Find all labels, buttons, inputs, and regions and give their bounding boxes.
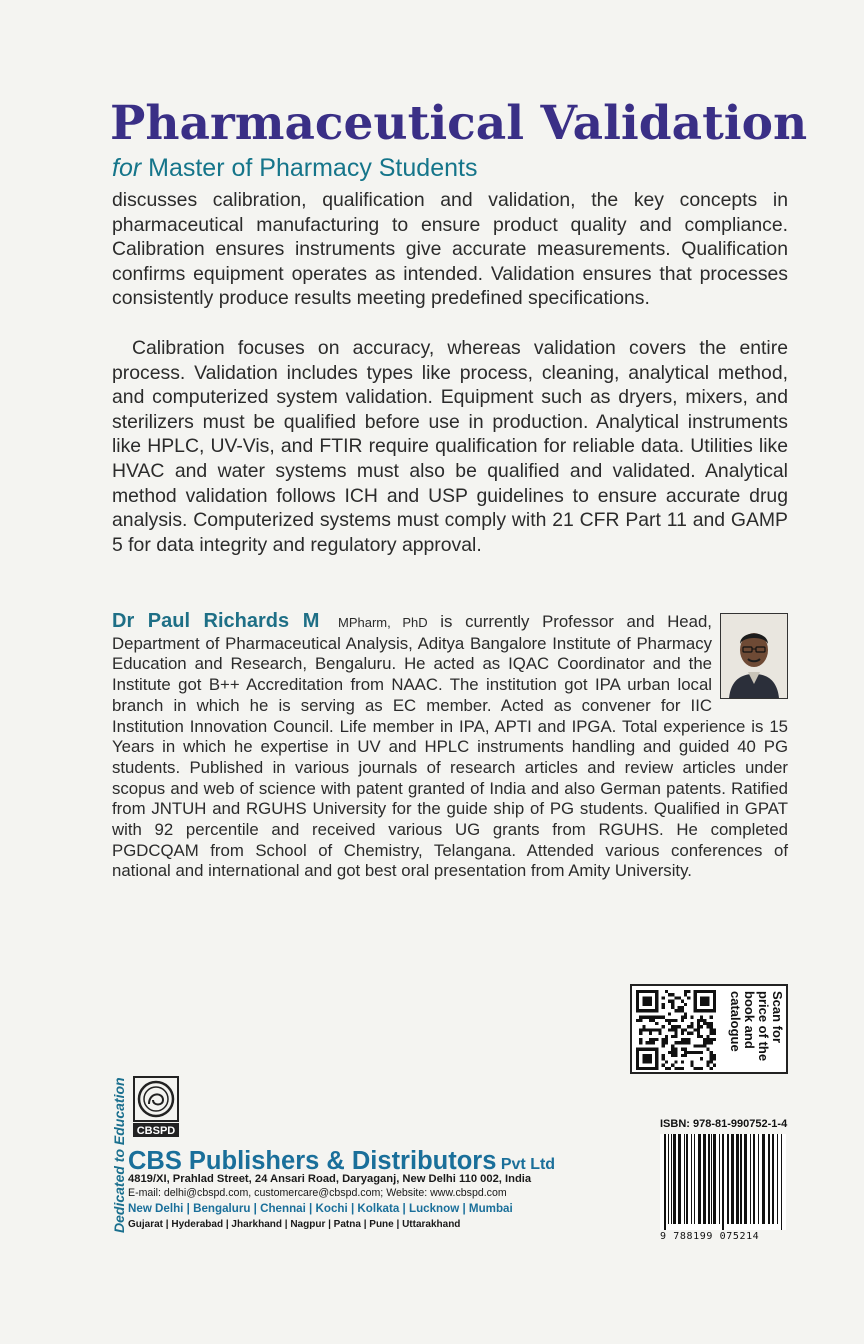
cbspd-logo [133, 1076, 179, 1138]
book-title: Pharmaceutical Validation [110, 96, 808, 151]
description-paragraph-2: Calibration focuses on accuracy, whereas validation covers the entire process. Validation includes types like process, cleaning, analytical method, and computerized system validation. Equipment such as dryers, mixers, and sterilizers must be qualified before use in production. Analytical instruments like HPLC, UV-Vis, and FTIR require qualification for reliable data. Utilities like HVAC and water systems must also be qualified and validated. Analytical method validation follows ICH and USP guidelines to ensure accurate drug analysis. Computerized systems must comply with 21 CFR Part 11 and GAMP 5 for data integrity and regulatory approval. [112, 337, 788, 556]
subtitle-rest: Master of Pharmacy Students [141, 154, 478, 182]
publisher-tagline: Dedicated to Education [111, 1077, 127, 1233]
barcode-icon [660, 1134, 786, 1230]
description-paragraph-1: discusses calibration, qualification and validation, the key concepts in pharmaceutical manufacturing to ensure product quality and compliance. Calibration ensures instruments give accurate measurements. Qualification confirms equipment operates as intended. Validation ensures that processes consistently produce results meeting predefined specifications. [112, 189, 788, 310]
cbspd-logo-icon [133, 1076, 179, 1138]
publisher-contact: E-mail: delhi@cbspd.com, customercare@cbspd.com; Website: www.cbspd.com [128, 1187, 507, 1199]
isbn-block [660, 1117, 786, 1243]
isbn-label: ISBN: 978-81-990752-1-4 [660, 1118, 788, 1130]
author-bio-text: is currently Professor and Head, Department of Pharmaceutical Analysis, Aditya Bangalore Institute of Pharmacy Education and Research, Bengaluru. He acted as IQAC Coordinator and the Institute got B++ Accreditation from NAAC. The institution got IPA urban local branch in which he is serving as EC member. Acted as convener for IIC Institution Innovation Council. Life member in IPA, APTI and IPGA. Total experience is 15 Years in which he expertise in UV and HPLC instruments handling and guided 40 PG students. Published in various journals of research articles and review articles under scopus and web of science with patent granted of India and also German patents. Ratified from JNTUH and RGUHS University for the guide ship of PG students. Qualified in GPAT with 92 percentile and received various UG grants from RGUHS. He completed PGDCQAM from School of Chemistry, Telangana. Attended various conferences of national and international and got best oral presentation from Amity University. [112, 612, 788, 881]
author-credentials: MPharm, PhD [338, 615, 428, 630]
author-photo-icon [721, 614, 787, 698]
book-subtitle [112, 153, 477, 183]
author-portrait [720, 613, 788, 699]
author-block [112, 611, 788, 882]
qr-code-icon [636, 990, 716, 1070]
subtitle-prefix: for [112, 154, 142, 182]
author-name: Dr Paul Richards M [112, 610, 320, 632]
publisher-name-suffix: Pvt Ltd [496, 1156, 556, 1173]
publisher-cities-primary: New Delhi | Bengaluru | Chennai | Kochi | Kolkata | Lucknow | Mumbai [128, 1202, 513, 1215]
qr-caption: Scan for price of the book and catalogue [728, 991, 785, 1062]
publisher-name-main: CBS Publishers & Distributors [128, 1147, 497, 1175]
barcode-digits: 9 788199 075214 [660, 1231, 760, 1242]
qr-panel [630, 984, 788, 1074]
publisher-cities-secondary: Gujarat | Hyderabad | Jharkhand | Nagpur | Patna | Pune | Uttarakhand [128, 1219, 461, 1230]
logo-text: CBSPD [136, 1125, 176, 1137]
publisher-address: 4819/XI, Prahlad Street, 24 Ansari Road, Daryaganj, New Delhi 110 002, India [128, 1173, 532, 1185]
author-bio [112, 611, 788, 882]
